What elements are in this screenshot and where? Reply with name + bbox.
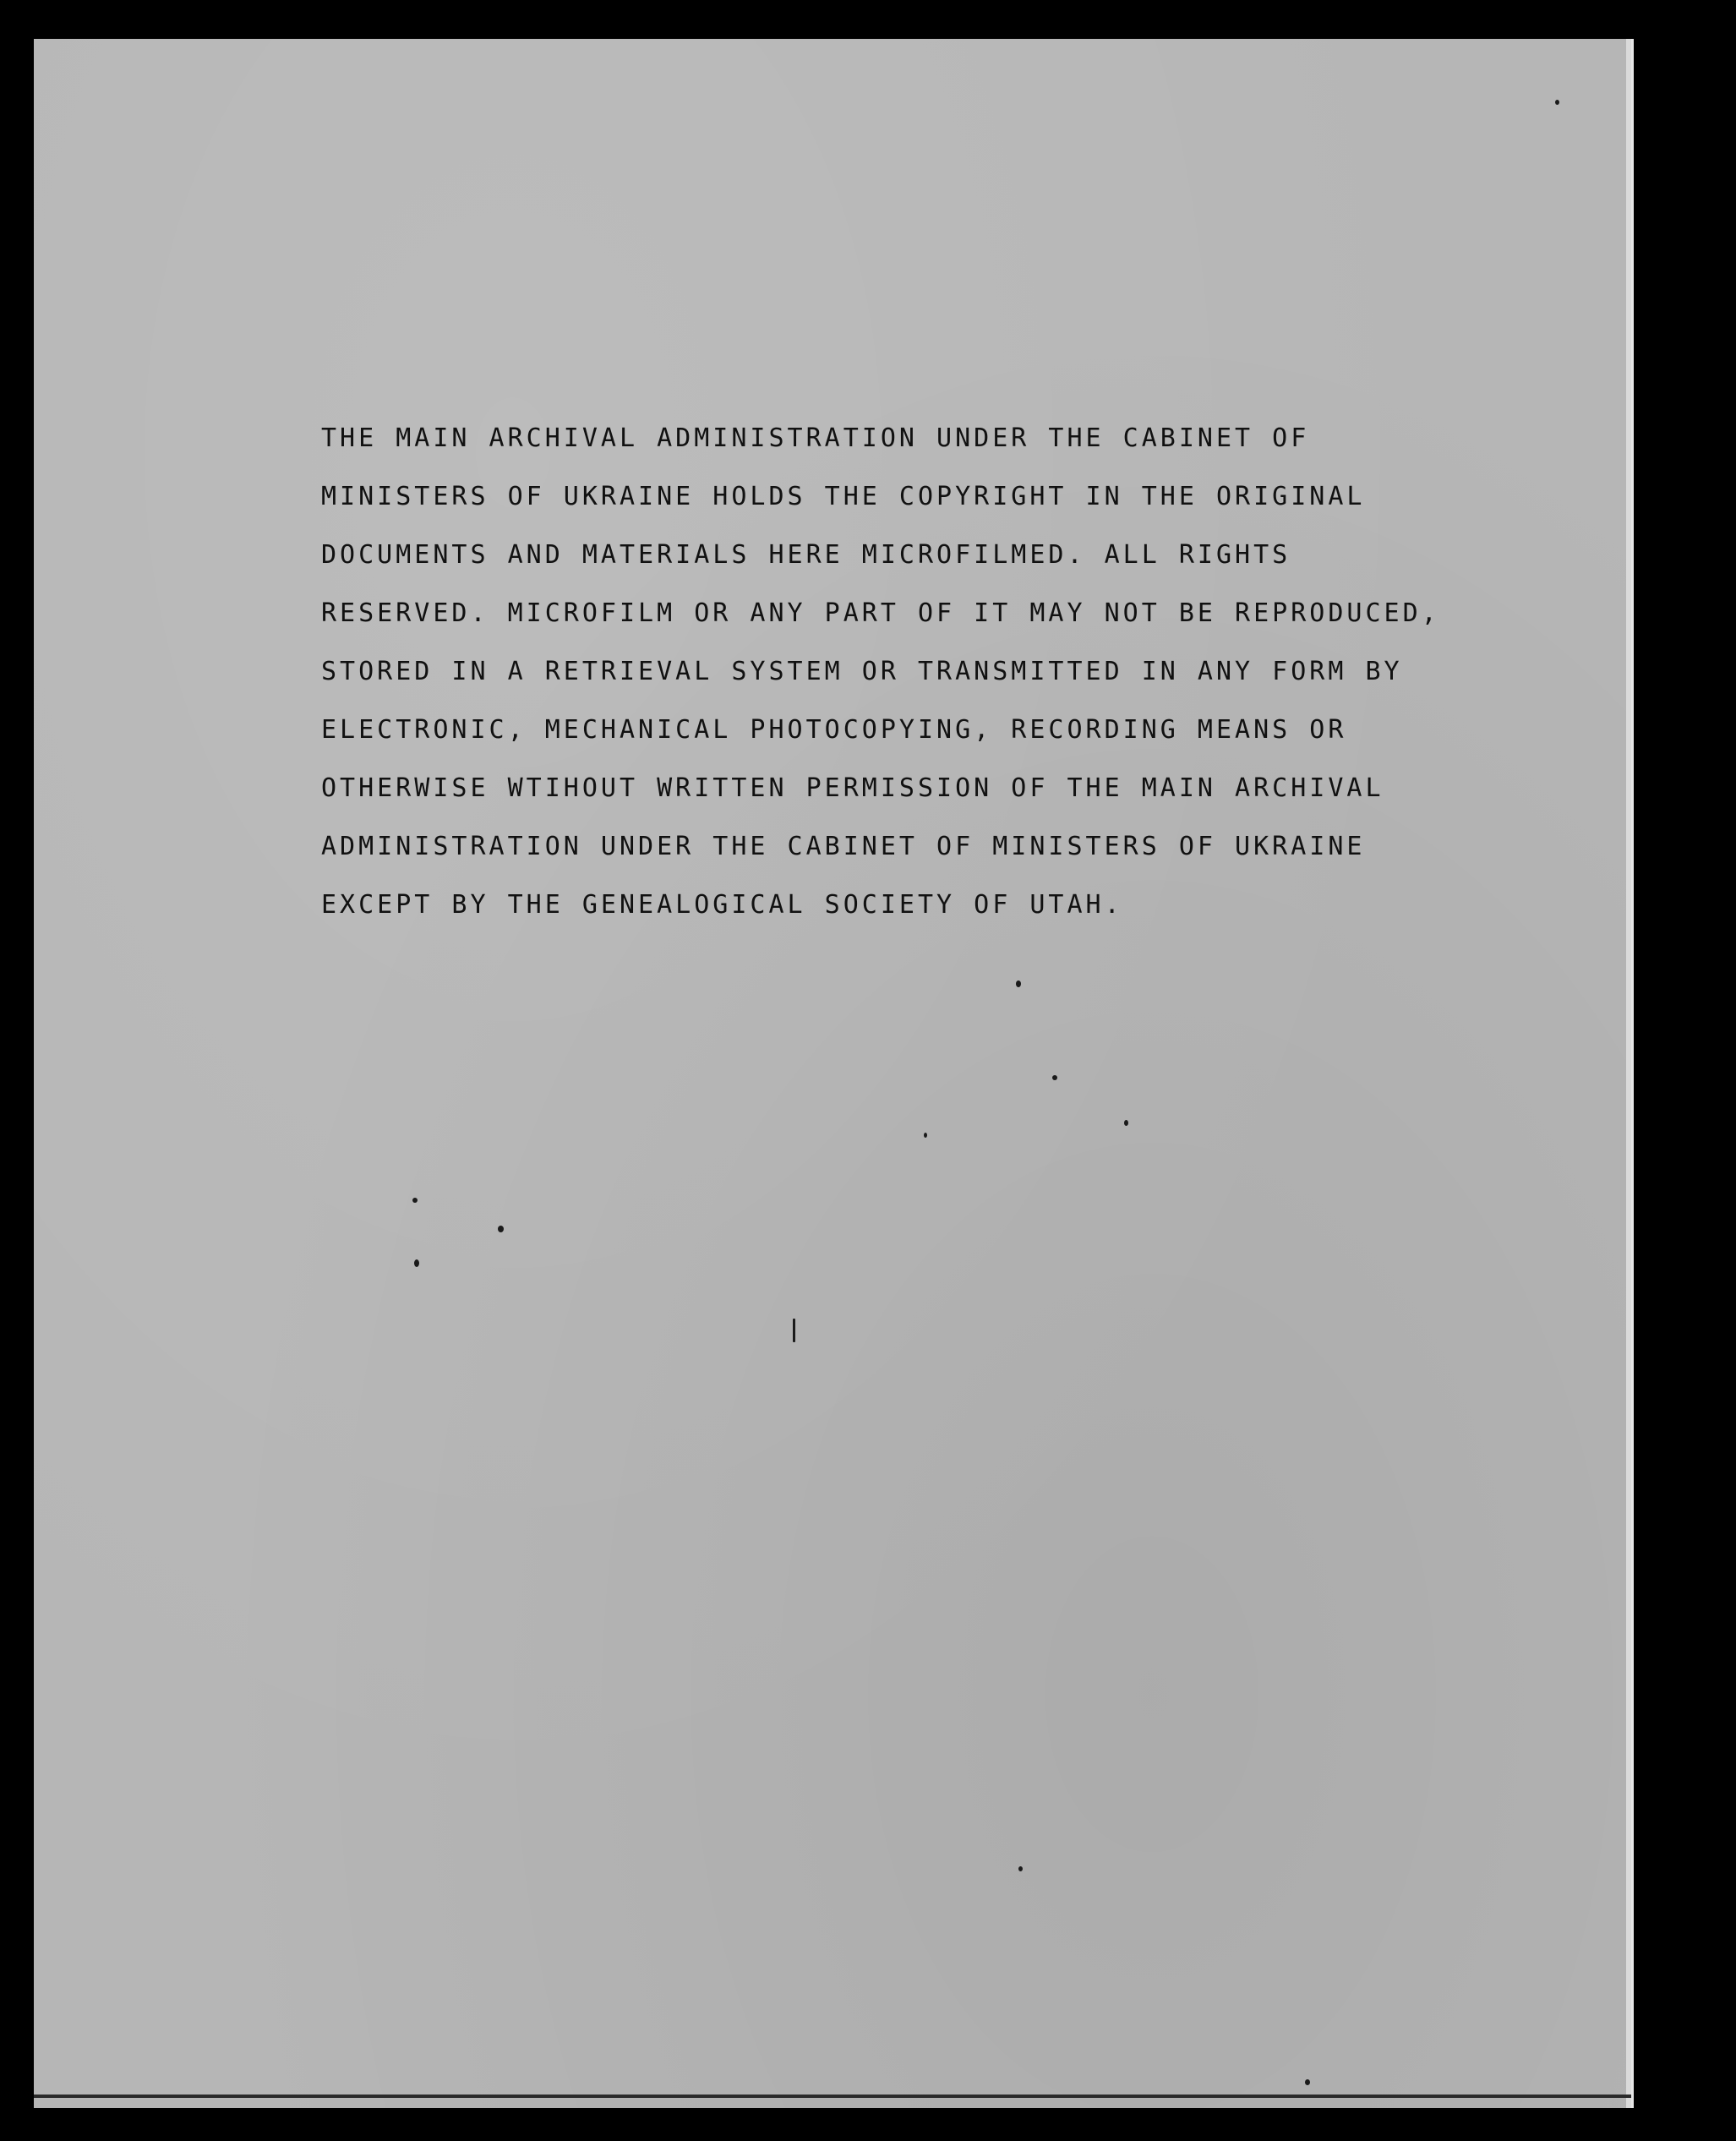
sheet-bottom-edge <box>34 2095 1631 2098</box>
notice-line: OTHERWISE WTIHOUT WRITTEN PERMISSION OF THE MAIN ARCHIVAL <box>321 773 1384 803</box>
film-speck <box>1305 2079 1310 2085</box>
notice-line: MINISTERS OF UKRAINE HOLDS THE COPYRIGHT IN THE ORIGINAL <box>321 482 1366 511</box>
film-speck <box>1052 1075 1057 1080</box>
film-speck <box>1018 1866 1023 1871</box>
notice-line: RESERVED. MICROFILM OR ANY PART OF IT MAY NOT BE REPRODUCED, <box>321 598 1440 628</box>
notice-line: EXCEPT BY THE GENEALOGICAL SOCIETY OF UTAH. <box>321 890 1123 920</box>
film-speck <box>498 1226 504 1232</box>
notice-line: ELECTRONIC, MECHANICAL PHOTOCOPYING, RECORDING MEANS OR <box>321 715 1347 745</box>
copyright-notice <box>321 409 1471 934</box>
film-speck <box>793 1319 795 1342</box>
film-speck <box>1016 980 1021 987</box>
paper-sheet <box>34 39 1634 2108</box>
film-speck <box>1555 100 1559 105</box>
sheet-right-edge <box>1626 39 1631 2108</box>
notice-line: STORED IN A RETRIEVAL SYSTEM OR TRANSMITTED IN ANY FORM BY <box>321 657 1403 686</box>
film-speck <box>924 1133 927 1138</box>
notice-line: THE MAIN ARCHIVAL ADMINISTRATION UNDER THE CABINET OF <box>321 423 1310 453</box>
film-speck <box>414 1259 419 1267</box>
film-speck <box>1124 1120 1128 1126</box>
notice-line: DOCUMENTS AND MATERIALS HERE MICROFILMED. ALL RIGHTS <box>321 540 1291 570</box>
film-speck <box>412 1198 418 1203</box>
notice-line: ADMINISTRATION UNDER THE CABINET OF MINISTERS OF UKRAINE <box>321 832 1366 861</box>
